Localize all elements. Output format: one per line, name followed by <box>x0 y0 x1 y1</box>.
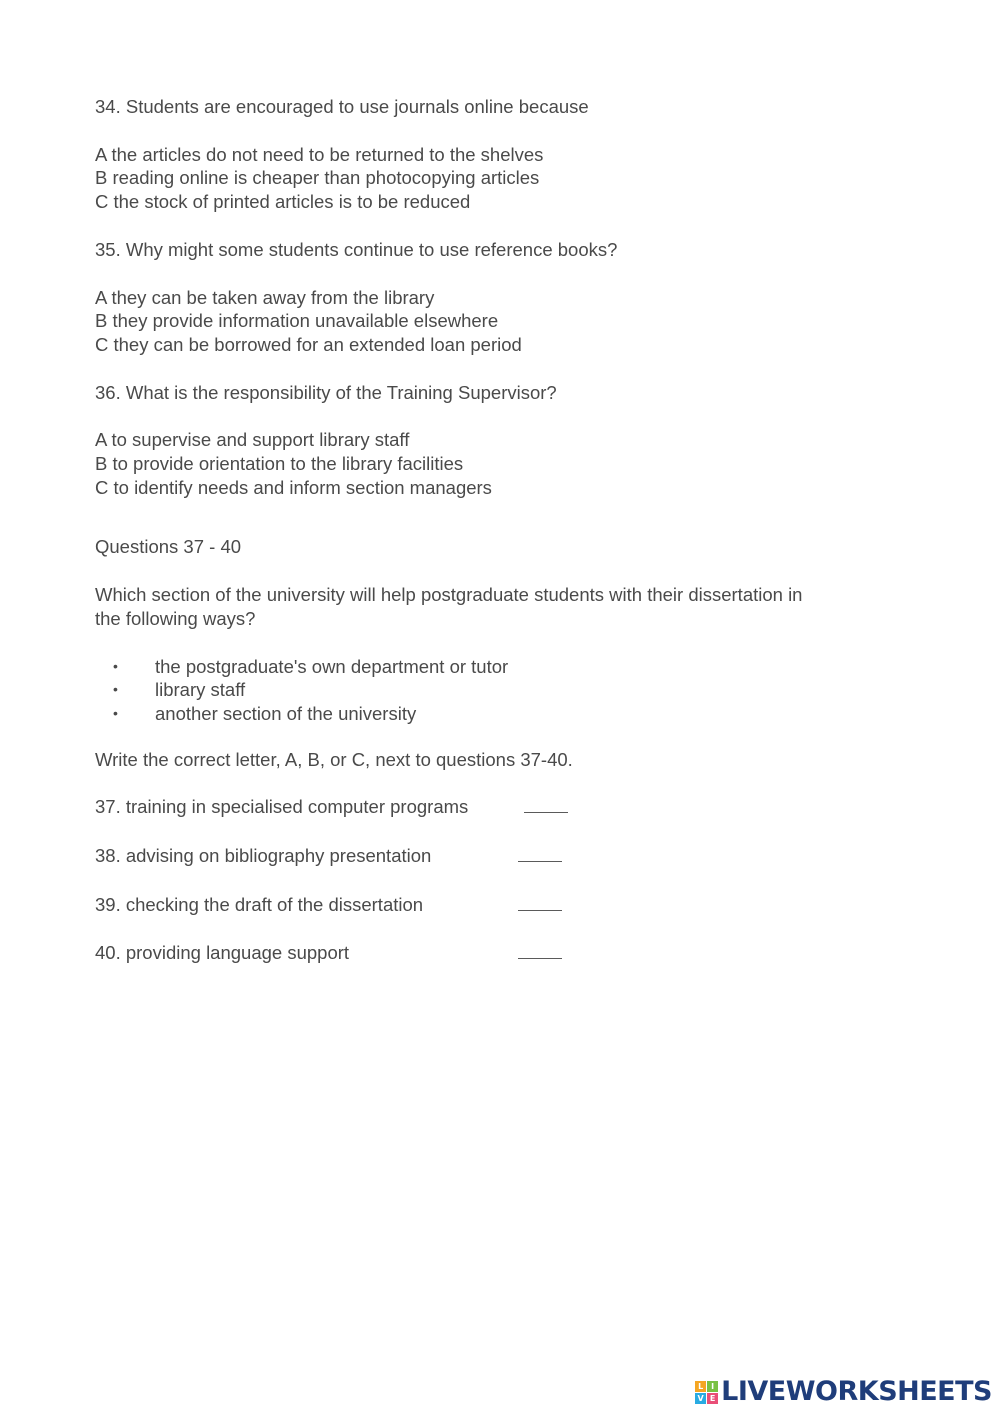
question-34-option-b: B reading online is cheaper than photocopying articles <box>95 167 540 189</box>
question-35-option-b: B they provide information unavailable elsewhere <box>95 310 499 332</box>
answer-blank-40[interactable] <box>518 944 562 959</box>
task-40 <box>95 941 895 965</box>
task-38 <box>95 844 895 868</box>
task-39 <box>95 893 895 917</box>
section-intro-line-1: Which section of the university will help postgraduate students with their dissertation in <box>95 584 803 606</box>
bullet-icon: • <box>113 704 118 721</box>
logo-text: LIVEWORKSHEETS <box>721 1376 992 1407</box>
logo-mark-cell: V <box>695 1393 706 1404</box>
task-37-text: 37. training in specialised computer programs <box>95 796 469 818</box>
question-36-option-c: C to identify needs and inform section managers <box>95 476 492 498</box>
option-key-c: another section of the university <box>155 702 417 724</box>
instruction-text: Write the correct letter, A, B, or C, next to questions 37-40. <box>95 748 573 770</box>
question-34-text: 34. Students are encouraged to use journals online because <box>95 96 589 117</box>
worksheet-page <box>95 95 895 990</box>
question-36-text: 36. What is the responsibility of the Training Supervisor? <box>95 381 557 403</box>
list-item <box>95 678 895 702</box>
answer-blank-37[interactable] <box>524 798 568 813</box>
logo-mark-cell: L <box>695 1381 706 1392</box>
question-35-text: 35. Why might some students continue to use reference books? <box>95 238 618 260</box>
question-36-option-b: B to provide orientation to the library facilities <box>95 453 464 475</box>
question-34-option-c: C the stock of printed articles is to be reduced <box>95 191 471 213</box>
option-key-b: library staff <box>155 679 246 701</box>
section-title: Questions 37 - 40 <box>95 536 242 558</box>
list-item <box>95 702 895 726</box>
task-38-text: 38. advising on bibliography presentation <box>95 845 432 867</box>
answer-blank-39[interactable] <box>518 896 562 911</box>
task-39-text: 39. checking the draft of the dissertation <box>95 893 424 915</box>
answer-blank-38[interactable] <box>518 847 562 862</box>
option-key-list <box>95 655 895 726</box>
section-intro <box>95 583 895 630</box>
task-37 <box>95 795 895 819</box>
question-35-option-a: A they can be taken away from the library <box>95 286 435 308</box>
question-36-option-a: A to supervise and support library staff <box>95 429 410 451</box>
question-36 <box>95 381 895 500</box>
question-35-option-c: C they can be borrowed for an extended loan period <box>95 333 522 355</box>
question-35 <box>95 238 895 357</box>
task-40-text: 40. providing language support <box>95 942 350 964</box>
logo-mark-cell: E <box>707 1393 718 1404</box>
logo-mark-cell: I <box>707 1381 718 1392</box>
liveworksheets-logo <box>695 1377 992 1407</box>
list-item <box>95 655 895 679</box>
logo-mark-icon <box>695 1381 718 1404</box>
option-key-a: the postgraduate's own department or tutor <box>155 655 509 677</box>
question-34-option-a: A the articles do not need to be returned to the shelves <box>95 143 544 165</box>
section-intro-line-2: the following ways? <box>95 607 256 629</box>
question-34 <box>95 95 895 214</box>
bullet-icon: • <box>113 657 118 674</box>
bullet-icon: • <box>113 681 118 698</box>
